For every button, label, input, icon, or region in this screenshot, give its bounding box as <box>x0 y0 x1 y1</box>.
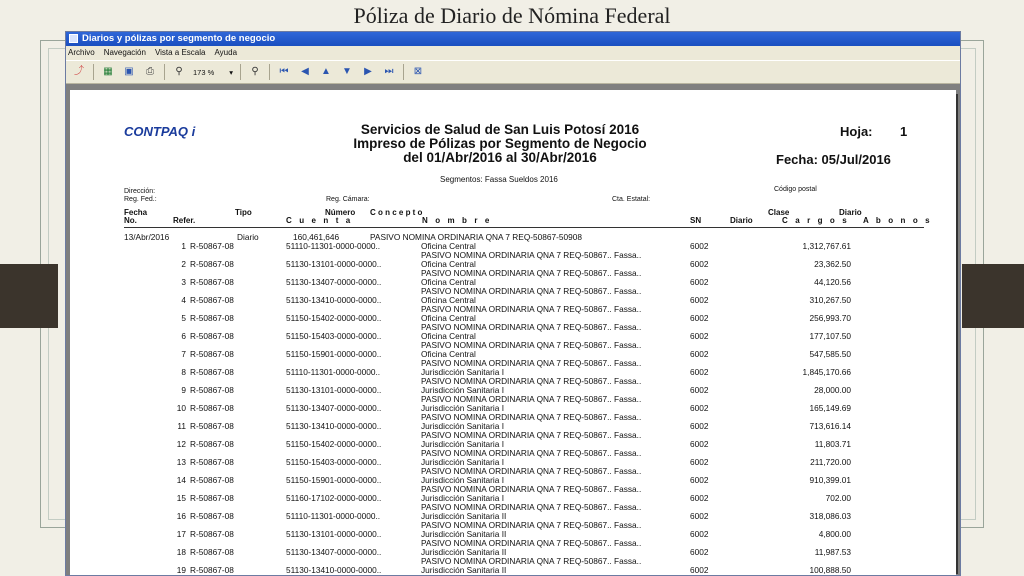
entry-number: 6 <box>181 331 186 341</box>
report-period: del 01/Abr/2016 al 30/Abr/2016 <box>403 150 597 165</box>
entry-sn: 6002 <box>690 529 709 539</box>
entry-number: 1 <box>181 241 186 251</box>
entry-ref: R-50867-08 <box>190 277 234 287</box>
entry-sn: 6002 <box>690 367 709 377</box>
print-preview-area[interactable] <box>66 84 960 576</box>
menu-navegacion[interactable]: Navegación <box>103 48 146 57</box>
entry-nombre: Oficina Central <box>421 277 476 287</box>
app-icon <box>69 34 78 43</box>
entry-number: 7 <box>181 349 186 359</box>
entry-nombre: Oficina Central <box>421 313 476 323</box>
up-icon[interactable]: ▲ <box>321 66 331 77</box>
entry-sn: 6002 <box>690 277 709 287</box>
menu-ayuda[interactable]: Ayuda <box>214 48 238 57</box>
entry-cuenta: 51130-13410-0000-0000.. <box>286 565 382 575</box>
entry-sn: 6002 <box>690 295 709 305</box>
entry-ref: R-50867-08 <box>190 493 234 503</box>
toolbar-separator <box>93 64 94 80</box>
entry-cargo: 11,803.71 <box>814 439 851 449</box>
reg-fed-label: Reg. Fed.: <box>124 196 157 203</box>
entry-concepto: PASIVO NOMINA ORDINARIA QNA 7 REQ-50867.. Fassa.. <box>421 340 642 350</box>
entry-cargo: 318,086.03 <box>809 511 851 521</box>
entry-cuenta: 51150-15402-0000-0000.. <box>286 439 382 449</box>
print-icon[interactable]: ⎙ <box>146 66 154 77</box>
entry-cuenta: 51130-13410-0000-0000.. <box>286 421 382 431</box>
entry-number: 2 <box>181 259 186 269</box>
col-diario-2: Diario <box>839 208 862 217</box>
entry-cuenta: 51130-13101-0000-0000.. <box>286 259 382 269</box>
entry-nombre: Jurisdicción Sanitaria I <box>421 403 505 413</box>
entry-sn: 6002 <box>690 493 709 503</box>
zoom-value: 173 % <box>193 67 215 77</box>
entry-nombre: Jurisdicción Sanitaria II <box>421 547 507 557</box>
entry-nombre: Jurisdicción Sanitaria II <box>421 511 507 521</box>
window-titlebar[interactable] <box>66 32 960 46</box>
entry-nombre: Jurisdicción Sanitaria I <box>421 367 505 377</box>
first-page-icon[interactable]: ⏮ <box>279 66 289 77</box>
entry-sn: 6002 <box>690 259 709 269</box>
toolbar <box>66 60 960 84</box>
entry-number: 18 <box>176 547 186 557</box>
toolbar-separator <box>164 64 165 80</box>
col-abonos: A b o n o s <box>863 216 933 225</box>
entry-concepto: PASIVO NOMINA ORDINARIA QNA 7 REQ-50867.. Fassa.. <box>421 412 642 422</box>
entry-sn: 6002 <box>690 475 709 485</box>
entry-number: 12 <box>176 439 186 449</box>
window-title: Diarios y pólizas por segmento de negocio <box>82 33 276 44</box>
chevron-down-icon: ▾ <box>229 67 233 77</box>
entry-cuenta: 51150-15403-0000-0000.. <box>286 457 382 467</box>
slide-band-left <box>0 264 58 328</box>
zoom-icon[interactable]: ⚲ <box>175 66 183 77</box>
close-preview-icon[interactable]: ⊠ <box>413 66 423 77</box>
cta-estatal-label: Cta. Estatal: <box>612 196 651 203</box>
next-page-icon[interactable]: ▶ <box>364 66 372 77</box>
entry-cuenta: 51130-13407-0000-0000.. <box>286 277 382 287</box>
entry-concepto: PASIVO NOMINA ORDINARIA QNA 7 REQ-50867.. Fassa.. <box>421 502 642 512</box>
entry-number: 14 <box>176 475 186 485</box>
header-rule <box>124 227 924 228</box>
entry-ref: R-50867-08 <box>190 349 234 359</box>
down-icon[interactable]: ▼ <box>342 66 352 77</box>
entry-cargo: 1,312,767.61 <box>802 241 851 251</box>
entry-concepto: PASIVO NOMINA ORDINARIA QNA 7 REQ-50867.. Fassa.. <box>421 268 642 278</box>
entry-number: 4 <box>181 295 186 305</box>
entry-sn: 6002 <box>690 349 709 359</box>
toolbar-separator <box>269 64 270 80</box>
entry-nombre: Oficina Central <box>421 241 476 251</box>
entry-ref: R-50867-08 <box>190 385 234 395</box>
entry-number: 3 <box>181 277 186 287</box>
entry-cargo: 11,987.53 <box>814 547 851 557</box>
entry-sn: 6002 <box>690 403 709 413</box>
slide-title: Póliza de Diario de Nómina Federal <box>353 3 671 28</box>
entry-ref: R-50867-08 <box>190 295 234 305</box>
entry-concepto: PASIVO NOMINA ORDINARIA QNA 7 REQ-50867.. Fassa.. <box>421 538 642 548</box>
last-page-icon[interactable]: ⏭ <box>384 66 394 77</box>
poliza-fecha: 13/Abr/2016 <box>124 232 170 242</box>
menu-archivo[interactable]: Archivo <box>68 48 95 57</box>
entry-cuenta: 51150-15901-0000-0000.. <box>286 349 382 359</box>
entry-nombre: Oficina Central <box>421 259 476 269</box>
col-sn: SN <box>690 216 702 225</box>
entry-concepto: PASIVO NOMINA ORDINARIA QNA 7 REQ-50867.. Fassa.. <box>421 250 642 260</box>
col-fecha: Fecha <box>124 208 148 217</box>
word-icon[interactable]: ▣ <box>124 66 134 77</box>
entry-nombre: Jurisdicción Sanitaria I <box>421 385 505 395</box>
entry-cuenta: 51110-11301-0000-0000.. <box>286 511 381 521</box>
entry-cargo: 28,000.00 <box>814 385 851 395</box>
entry-number: 13 <box>176 457 186 467</box>
report-header <box>270 123 730 165</box>
entry-ref: R-50867-08 <box>190 241 234 251</box>
entry-sn: 6002 <box>690 547 709 557</box>
entry-cargo: 702.00 <box>825 493 851 503</box>
entry-nombre: Jurisdicción Sanitaria I <box>421 475 505 485</box>
entry-cargo: 310,267.50 <box>809 295 851 305</box>
entry-row <box>70 566 956 575</box>
entry-concepto: PASIVO NOMINA ORDINARIA QNA 7 REQ-50867.. Fassa.. <box>421 394 642 404</box>
menu-vista-escala[interactable]: Vista a Escala <box>154 48 206 57</box>
entry-nombre: Jurisdicción Sanitaria I <box>421 421 505 431</box>
page-label: Hoja: <box>840 124 873 139</box>
entry-concepto: PASIVO NOMINA ORDINARIA QNA 7 REQ-50867.. Fassa.. <box>421 448 642 458</box>
segments-label: Segmentos: Fassa Sueldos 2016 <box>440 175 558 184</box>
entry-cargo: 165,149.69 <box>809 403 851 413</box>
col-clase: Clase <box>768 208 790 217</box>
report-title: Impreso de Pólizas por Segmento de Negocio <box>353 136 647 151</box>
entry-cuenta: 51110-11301-0000-0000.. <box>286 367 381 377</box>
entry-number: 11 <box>177 421 186 431</box>
excel-icon[interactable]: ▦ <box>103 66 113 77</box>
entry-ref: R-50867-08 <box>190 313 234 323</box>
entry-ref: R-50867-08 <box>190 475 234 485</box>
entry-sn: 6002 <box>690 313 709 323</box>
entry-cargo: 256,993.70 <box>809 313 851 323</box>
entry-cargo: 177,107.50 <box>809 331 851 341</box>
export-icon[interactable]: ⤴ <box>74 66 84 77</box>
col-diario: Diario <box>730 216 753 225</box>
entry-nombre: Jurisdicción Sanitaria I <box>421 439 505 449</box>
entry-nombre: Oficina Central <box>421 349 476 359</box>
report-page <box>70 90 956 576</box>
col-cargos: C a r g o s <box>782 216 850 225</box>
col-concepto: C o n c e p t o <box>370 208 423 217</box>
entry-concepto: PASIVO NOMINA ORDINARIA QNA 7 REQ-50867.. Fassa.. <box>421 304 642 314</box>
entry-cuenta: 51160-17102-0000-0000.. <box>286 493 382 503</box>
entry-sn: 6002 <box>690 421 709 431</box>
entry-sn: 6002 <box>690 331 709 341</box>
entry-ref: R-50867-08 <box>190 511 234 521</box>
company-name: Servicios de Salud de San Luis Potosí 2016 <box>360 122 640 137</box>
entry-concepto: PASIVO NOMINA ORDINARIA QNA 7 REQ-50867.. Fassa.. <box>421 466 642 476</box>
entry-ref: R-50867-08 <box>190 421 234 431</box>
previous-page-icon[interactable]: ◀ <box>301 66 309 77</box>
entry-ref: R-50867-08 <box>190 403 234 413</box>
entry-concepto: PASIVO NOMINA ORDINARIA QNA 7 REQ-50867.. Fassa.. <box>421 286 642 296</box>
col-tipo: Tipo <box>235 208 252 217</box>
col-refer: Refer. <box>173 216 196 225</box>
entry-ref: R-50867-08 <box>190 259 234 269</box>
entry-cuenta: 51130-13101-0000-0000.. <box>286 529 382 539</box>
entry-number: 5 <box>181 313 186 323</box>
entry-cargo: 547,585.50 <box>809 349 851 359</box>
entry-cuenta: 51150-15403-0000-0000.. <box>286 331 382 341</box>
page-number: 1 <box>900 124 908 139</box>
reg-camara-label: Reg. Cámara: <box>326 196 370 203</box>
entry-ref: R-50867-08 <box>190 565 234 575</box>
entries-table <box>70 233 956 575</box>
entry-sn: 6002 <box>690 565 709 575</box>
entry-ref: R-50867-08 <box>190 529 234 539</box>
entry-ref: R-50867-08 <box>190 457 234 467</box>
entry-ref: R-50867-08 <box>190 439 234 449</box>
entry-cuenta: 51150-15402-0000-0000.. <box>286 313 382 323</box>
entry-cuenta: 51110-11301-0000-0000.. <box>286 241 381 251</box>
entry-number: 19 <box>176 565 186 575</box>
entry-cargo: 910,399.01 <box>809 475 851 485</box>
entry-concepto: PASIVO NOMINA ORDINARIA QNA 7 REQ-50867.. Fassa.. <box>421 520 642 530</box>
entry-sn: 6002 <box>690 385 709 395</box>
entry-cargo: 211,720.00 <box>810 457 851 467</box>
search-icon[interactable]: ⚲ <box>251 66 259 77</box>
col-cuenta: C u e n t a <box>286 216 353 225</box>
entry-cuenta: 51130-13101-0000-0000.. <box>286 385 382 395</box>
entry-ref: R-50867-08 <box>190 547 234 557</box>
col-nombre: N o m b r e <box>422 216 492 225</box>
entry-cargo: 23,362.50 <box>814 259 851 269</box>
entry-cargo: 44,120.56 <box>814 277 851 287</box>
zoom-dropdown[interactable] <box>193 68 233 77</box>
entry-sn: 6002 <box>690 511 709 521</box>
entry-cargo: 100,888.50 <box>809 565 851 575</box>
entry-cuenta: 51130-13407-0000-0000.. <box>286 403 382 413</box>
entry-concepto: PASIVO NOMINA ORDINARIA QNA 7 REQ-50867.. Fassa.. <box>421 322 642 332</box>
entry-concepto: PASIVO NOMINA ORDINARIA QNA 7 REQ-50867.. Fassa.. <box>421 376 642 386</box>
entry-concepto: PASIVO NOMINA ORDINARIA QNA 7 REQ-50867.. Fassa.. <box>421 484 642 494</box>
direccion-label: Dirección: <box>124 188 156 195</box>
entries-list <box>70 242 956 575</box>
entry-nombre: Jurisdicción Sanitaria II <box>421 529 507 539</box>
toolbar-separator <box>240 64 241 80</box>
col-no: No. <box>124 216 137 225</box>
entry-ref: R-50867-08 <box>190 331 234 341</box>
poliza-tipo: Diario <box>237 232 259 242</box>
poliza-numero: 160,461,646 <box>293 232 340 242</box>
entry-cuenta: 51130-13410-0000-0000.. <box>286 295 382 305</box>
poliza-concepto: PASIVO NOMINA ORDINARIA QNA 7 REQ-50867-50908 <box>370 232 582 242</box>
entry-number: 15 <box>176 493 186 503</box>
entry-nombre: Oficina Central <box>421 295 476 305</box>
report-date: Fecha: 05/Jul/2016 <box>776 152 891 167</box>
entry-nombre: Jurisdicción Sanitaria II <box>421 565 507 575</box>
col-numero: Número <box>325 208 356 217</box>
entry-number: 17 <box>176 529 186 539</box>
entry-nombre: Jurisdicción Sanitaria I <box>421 457 505 467</box>
entry-nombre: Jurisdicción Sanitaria I <box>421 493 505 503</box>
entry-sn: 6002 <box>690 457 709 467</box>
entry-sn: 6002 <box>690 241 709 251</box>
contpaqi-logo: CONTPAQ i <box>124 124 196 139</box>
entry-nombre: Oficina Central <box>421 331 476 341</box>
entry-number: 8 <box>181 367 186 377</box>
entry-cargo: 4,800.00 <box>818 529 851 539</box>
entry-concepto: PASIVO NOMINA ORDINARIA QNA 7 REQ-50867.. Fassa.. <box>421 358 642 368</box>
entry-cuenta: 51150-15901-0000-0000.. <box>286 475 382 485</box>
entry-cargo: 1,845,170.66 <box>802 367 851 377</box>
slide-band-right <box>962 264 1024 328</box>
toolbar-separator <box>403 64 404 80</box>
entry-ref: R-50867-08 <box>190 367 234 377</box>
entry-cargo: 713,616.14 <box>809 421 851 431</box>
menubar <box>66 46 960 60</box>
entry-sn: 6002 <box>690 439 709 449</box>
entry-concepto: PASIVO NOMINA ORDINARIA QNA 7 REQ-50867.. Fassa.. <box>421 556 642 566</box>
entry-number: 10 <box>176 403 186 413</box>
report-window <box>65 31 961 576</box>
entry-concepto: PASIVO NOMINA ORDINARIA QNA 7 REQ-50867.. Fassa.. <box>421 430 642 440</box>
entry-number: 16 <box>176 511 186 521</box>
codigo-postal-label: Código postal <box>774 186 817 193</box>
entry-number: 9 <box>181 385 186 395</box>
entry-cuenta: 51130-13407-0000-0000.. <box>286 547 382 557</box>
